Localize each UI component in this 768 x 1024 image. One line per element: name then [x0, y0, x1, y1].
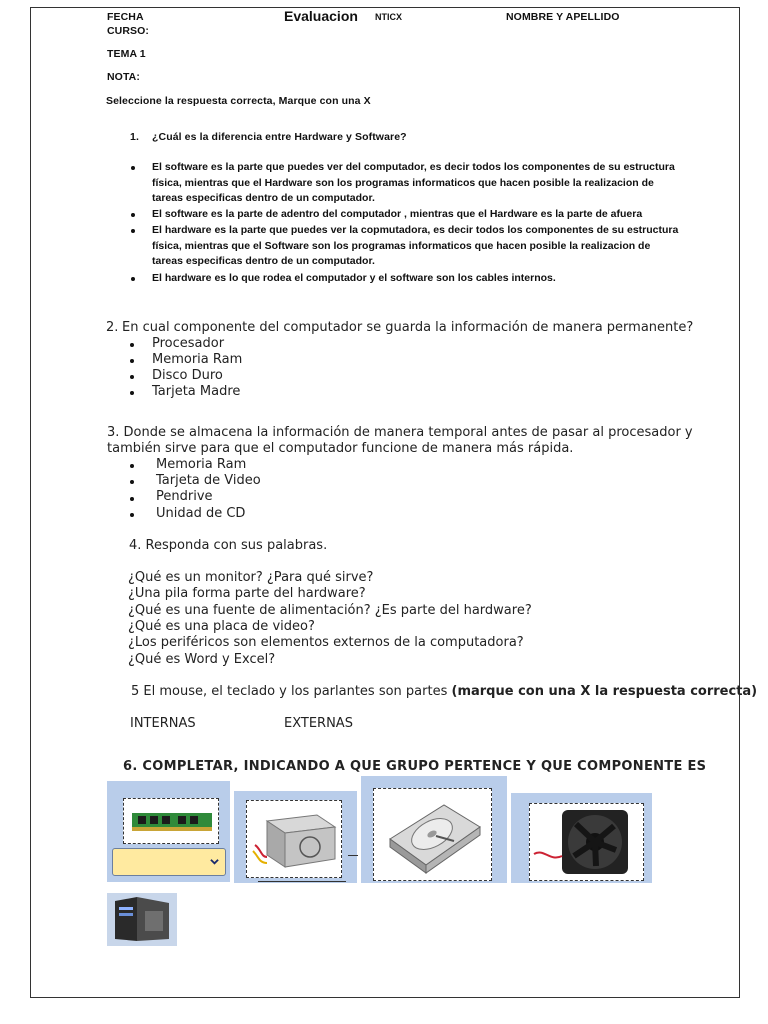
q1-question: ¿Cuál es la diferencia entre Hardware y Software?: [152, 131, 407, 143]
q1-option-3[interactable]: [152, 223, 678, 270]
q1-option-1-line: El software es la parte que puedes ver del computador, es decir todos los componentes de su estructura: [152, 161, 675, 173]
q4-question: ¿Qué es Word y Excel?: [128, 652, 276, 667]
fan-frame: [529, 803, 644, 881]
q1-option-1-line: tareas especificas dentro de un computador.: [152, 192, 375, 204]
subject-label: NTICX: [375, 12, 402, 22]
q3-option[interactable]: Tarjeta de Video: [156, 473, 261, 488]
image-tile-ram[interactable]: [107, 781, 230, 882]
q1-option-3-line: El hardware es la parte que puedes ver la copmutadora, es decir todos los componentes de su estructura: [152, 224, 679, 236]
q1-option-3-line: física, mientras que el Software son los programas informaticos que hacen posible la realizacion de: [152, 239, 651, 252]
q2-question: En cual componente del computador se guarda la información de manera permanente?: [122, 320, 694, 335]
image-tile-hard-disk[interactable]: [361, 776, 507, 883]
power-supply-icon: [247, 801, 342, 878]
q3-question-line: 3. Donde se almacena la información de manera temporal antes de pasar al procesador y: [107, 425, 693, 440]
q5-option-externas[interactable]: EXTERNAS: [284, 716, 353, 731]
q5-option-internas[interactable]: INTERNAS: [130, 716, 196, 731]
q4-question: ¿Qué es un monitor? ¿Para qué sirve?: [128, 570, 374, 585]
connector-line: [348, 855, 358, 856]
image-tile-power-supply[interactable]: [234, 791, 357, 883]
chevron-down-icon: [210, 857, 219, 866]
fan-icon: [530, 804, 644, 881]
computer-case-icon: [107, 893, 177, 946]
q4-title: 4. Responda con sus palabras.: [129, 538, 328, 553]
fecha-label: FECHA: [107, 11, 144, 23]
q3-bullet: [130, 497, 134, 501]
hard-disk-icon: [374, 789, 492, 881]
ram-module-icon: [124, 799, 219, 844]
ram-frame: [123, 798, 219, 844]
hard-disk-frame: [373, 788, 492, 881]
q2-bullet: [130, 343, 134, 347]
q1-bullet: [131, 166, 135, 170]
q2-number: 2.: [106, 320, 119, 335]
q3-option[interactable]: Unidad de CD: [156, 506, 246, 521]
q4-question: ¿Qué es una placa de video?: [128, 619, 315, 634]
image-tile-case[interactable]: [107, 893, 177, 946]
q1-option-4-line: El hardware es lo que rodea el computador y el software son los cables internos.: [152, 272, 556, 284]
q1-bullet: [131, 229, 135, 233]
q4-question: ¿Qué es una fuente de alimentación? ¿Es parte del hardware?: [128, 603, 532, 618]
q2-bullet: [130, 391, 134, 395]
q3-option[interactable]: Pendrive: [156, 489, 213, 504]
q5-instruction: (marque con una X la respuesta correcta): [451, 684, 758, 699]
q1-bullet: [131, 213, 135, 217]
instruction: Seleccione la respuesta correcta, Marque con una X: [106, 95, 371, 107]
tema-label: TEMA 1: [107, 48, 146, 60]
q2-option[interactable]: Tarjeta Madre: [152, 384, 241, 399]
connector-line: [258, 881, 346, 882]
page-title: Evaluacion: [284, 8, 358, 24]
q1-bullet: [131, 277, 135, 281]
nombre-label: NOMBRE Y APELLIDO: [506, 11, 620, 23]
q1-option-2-line: El software es la parte de adentro del computador , mientras que el Hardware es la parte de afuera: [152, 208, 643, 220]
curso-label: CURSO:: [107, 25, 150, 37]
q4-question: ¿Una pila forma parte del hardware?: [128, 586, 366, 601]
q2-bullet: [130, 359, 134, 363]
q2-option[interactable]: Procesador: [152, 336, 225, 351]
q1-option-2[interactable]: [152, 207, 642, 223]
q1-option-3-line: tareas especificas dentro de un computador.: [152, 255, 375, 267]
nota-label: NOTA:: [107, 71, 140, 83]
power-supply-frame: [246, 800, 342, 878]
q3-bullet: [130, 480, 134, 484]
q2-option[interactable]: Memoria Ram: [152, 352, 243, 367]
image-tile-fan[interactable]: [511, 793, 652, 883]
q2-bullet: [130, 375, 134, 379]
q1-option-1-line: física, mientras que el Hardware son los programas informaticos que hacen posible la realizacion de: [152, 176, 654, 189]
q2-option[interactable]: Disco Duro: [152, 368, 223, 383]
q4-question: ¿Los periféricos son elementos externos de la computadora?: [128, 635, 524, 650]
q5-text: [131, 684, 757, 699]
q5-statement: 5 El mouse, el teclado y los parlantes son partes: [131, 684, 448, 699]
q3-bullet: [130, 513, 134, 517]
q3-option[interactable]: Memoria Ram: [156, 457, 247, 472]
q3-bullet: [130, 464, 134, 468]
q1-option-1[interactable]: [152, 160, 675, 207]
q3-question-line: también sirve para que el computador funcione de manera más rápida.: [107, 441, 574, 456]
q6-title: 6. COMPLETAR, INDICANDO A QUE GRUPO PERTENCE Y QUE COMPONENTE ES: [123, 759, 707, 774]
component-select[interactable]: [112, 848, 226, 876]
q1-number: 1.: [130, 131, 139, 143]
q1-option-4[interactable]: [152, 271, 556, 287]
